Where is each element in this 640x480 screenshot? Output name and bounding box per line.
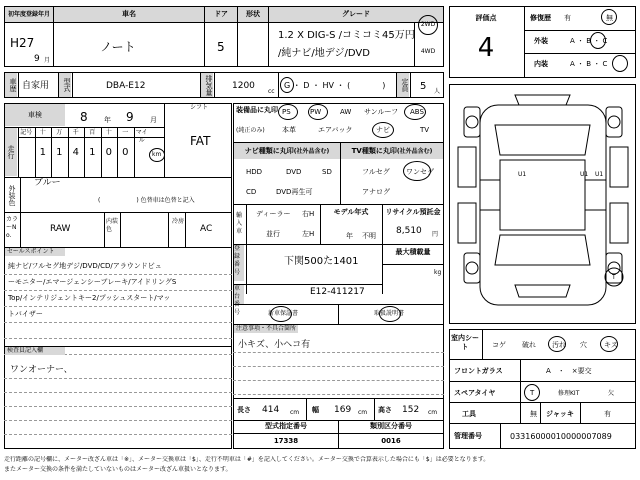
first-reg-month: 9 xyxy=(34,54,40,64)
jack-label: ジャッキ xyxy=(546,410,574,418)
interior-sheet-label: 室内シート xyxy=(451,334,479,351)
notes-text: 小キズ、小ヘコ有 xyxy=(238,340,311,350)
mileage-digit-label: 百 xyxy=(89,129,96,136)
car-name: ノート xyxy=(100,40,136,54)
equipment-item: サンルーフ xyxy=(364,108,399,116)
category-label: 類別区分番号 xyxy=(370,422,412,430)
inspection-tsuki: 月 xyxy=(150,116,157,124)
diagram-spare-t: T xyxy=(612,274,616,281)
car-name-header: 車名 xyxy=(54,7,204,22)
mileage-digit: 4 xyxy=(72,147,79,158)
people-unit: 人 xyxy=(434,88,441,95)
model-label: 型式 xyxy=(59,73,71,97)
spare-tire-label: スペアタイヤ xyxy=(454,389,496,397)
height-value: 152 xyxy=(402,405,420,415)
max-load-label: 最大積載量 xyxy=(395,248,431,256)
mileage-divider xyxy=(134,127,135,177)
mileage-digit-label: マイル xyxy=(135,129,148,144)
diagram-label-u1-c: U1 xyxy=(595,171,604,178)
equipment-item: ABS xyxy=(410,108,424,116)
first-reg-header: 初年度登録年月 xyxy=(5,7,53,22)
import-label: 輸入車 xyxy=(236,212,243,235)
model-value: DBA-E12 xyxy=(106,81,146,91)
usage-label: 車歴 xyxy=(5,73,17,97)
navi-item: DVD再生可 xyxy=(276,188,313,196)
jack-value: 有 xyxy=(604,410,611,418)
km-unit: km xyxy=(152,151,162,158)
equipment-item: AW xyxy=(340,108,352,116)
front-glass-value: A ・ ×要交 xyxy=(546,367,592,375)
sales-points-label: セールスポイント xyxy=(5,248,65,256)
color-label: 外装色 xyxy=(8,184,16,206)
model-year-unknown: 不明 xyxy=(362,232,376,240)
width-cm: cm xyxy=(358,409,368,416)
equipment-item: PW xyxy=(310,108,322,116)
navi-item: SD xyxy=(322,168,332,176)
interior-c-circle xyxy=(612,55,628,72)
navi-item: CD xyxy=(246,188,257,196)
capacity-value: 5 xyxy=(420,81,427,92)
repair-label: 修復歴 xyxy=(530,14,551,22)
length-label: 長さ xyxy=(237,406,251,414)
recycle-yen: 円 xyxy=(432,231,439,238)
sales-point-line: Top/インテリジェントキー2/プッシュスタート/マッ xyxy=(8,294,171,302)
mileage-digit-label: 十 xyxy=(105,129,112,136)
spare-tire-t: T xyxy=(530,389,535,397)
height-label: 高さ xyxy=(378,406,392,414)
footer-line-1: 走行距離の記号欄に、メーター改ざん車は「※」、メーター交換車は「$」、走行不明車は「#」を記入してください。メーター交換で合算表示した場合にも「$」は必要となります。 xyxy=(4,456,490,463)
height-cm: cm xyxy=(428,409,438,416)
recycle-label: リサイクル預託金 xyxy=(385,208,441,216)
management-value: 03316000010000007089 xyxy=(510,432,612,441)
equipment-label: 装備品に丸印 xyxy=(236,106,278,114)
ruled-line xyxy=(4,274,232,275)
ruled-line xyxy=(4,306,232,307)
interior-sheet-item: 汚れ xyxy=(552,341,566,349)
inspection-month: 9 xyxy=(126,110,134,124)
equipment-circle xyxy=(404,104,426,120)
chassis-label: 車台番号 xyxy=(234,285,244,305)
spare-tire-t-circle xyxy=(524,384,540,401)
import-left: 左H xyxy=(302,230,315,238)
equipment-item: 本革 xyxy=(282,126,296,134)
oneseg-circle xyxy=(403,161,431,181)
shift-label: シフト xyxy=(190,104,209,111)
shift-value: FAT xyxy=(190,134,211,148)
length-value: 414 xyxy=(262,405,280,415)
grade-line-2: /純ナビ/地デジ/DVD xyxy=(278,48,370,59)
mileage-digit-label: 記号 xyxy=(20,129,33,136)
inspector-text: ワンオーナー、 xyxy=(10,365,73,375)
equipment-item: PS xyxy=(282,108,291,116)
equipment-item: ナビ xyxy=(376,126,390,134)
interior-color-label: 内装色 xyxy=(106,218,119,233)
tools-value: 無 xyxy=(530,410,537,418)
ruled-line xyxy=(233,394,444,395)
footer-line-2: またメーター交換の条件を満たしていないものはメーター改ざん車扱いとなります。 xyxy=(4,466,232,473)
mileage-digit: 1 xyxy=(56,147,63,158)
type-designation-label: 型式指定番号 xyxy=(265,422,307,430)
spare-tire-missing: 欠 xyxy=(608,390,615,397)
ac-value: AC xyxy=(200,224,213,234)
interior-sheet-item: 破れ xyxy=(522,341,536,349)
chassis-value: E12-411217 xyxy=(310,287,365,297)
sheet-stain-circle xyxy=(548,336,566,352)
capacity-label: 定員 xyxy=(397,73,409,97)
displacement-label: 排気量 xyxy=(201,73,213,97)
management-label: 管理番号 xyxy=(454,432,482,440)
mileage-label: 走行 xyxy=(5,128,17,176)
exterior-grades: A ・ B ・ C xyxy=(570,37,608,45)
mileage-digit-label: 千 xyxy=(72,129,79,136)
width-label: 幅 xyxy=(312,406,319,414)
usage-value: 自家用 xyxy=(22,81,50,91)
car-diagram xyxy=(450,85,635,323)
notes-label: 注意事項・不具合箇所 xyxy=(236,325,297,332)
plate-label: 登録番号 xyxy=(234,245,244,281)
ruled-line xyxy=(4,290,232,291)
color-note: ( ) 色替車は色替と記入 xyxy=(98,197,195,204)
import-parallel: 並行 xyxy=(266,230,280,238)
drive-4wd: 4WD xyxy=(420,48,436,55)
manual: 取扱説明書 xyxy=(374,310,405,317)
model-year-label: モデル年式 xyxy=(333,208,369,216)
exterior-b-circle xyxy=(590,32,606,49)
navi-item: HDD xyxy=(246,168,263,176)
displacement-value: 1200 xyxy=(232,81,255,91)
color-no-value: RAW xyxy=(50,224,71,234)
tools-label: 工具 xyxy=(462,410,476,418)
mileage-digit-label: 一 xyxy=(122,129,129,136)
inspection-label: 車検 xyxy=(5,104,65,126)
diagram-label-u1-b: U1 xyxy=(580,171,589,178)
ruled-line xyxy=(233,380,444,381)
grade-header: グレード xyxy=(269,7,443,22)
cc-unit: cc xyxy=(268,88,275,95)
grade-line-1: 1.2 X DIG-S /コミコミ45万円 xyxy=(278,30,415,41)
ac-label: 冷房 xyxy=(172,218,185,225)
door-count: 5 xyxy=(217,40,225,54)
interior-sheet-item: キズ xyxy=(604,341,618,349)
ruled-line xyxy=(4,338,232,339)
navi-item: DVD xyxy=(286,168,302,176)
navi-label: ナビ種類に丸印(社外品含む) xyxy=(234,143,340,159)
repair-no: 無 xyxy=(606,14,613,22)
category-value: 0016 xyxy=(381,437,401,445)
front-glass-label: フロントガラス xyxy=(454,367,503,375)
interior-label: 内装 xyxy=(534,60,548,68)
tv-item: フルセグ xyxy=(362,168,390,176)
new-car-guarantee: 新車保証書 xyxy=(268,310,299,317)
equipment-circle xyxy=(308,104,328,120)
inspection-year: 8 xyxy=(80,110,88,124)
import-dealer: ディーラー xyxy=(256,210,291,218)
ruled-line xyxy=(4,420,232,421)
mileage-digit: 1 xyxy=(39,147,46,158)
mileage-digit: 0 xyxy=(122,147,129,158)
ruled-line xyxy=(233,366,444,367)
length-cm: cm xyxy=(290,409,300,416)
import-right: 右H xyxy=(302,210,315,218)
repair-yes: 有 xyxy=(564,14,571,22)
fuel-options: G ・ D ・ HV ・ ( ) xyxy=(284,81,386,90)
month-unit: 月 xyxy=(44,57,51,64)
model-year-unit: 年 xyxy=(346,232,353,240)
equipment-circle xyxy=(372,122,394,138)
mileage-digit-label: 万 xyxy=(56,129,63,136)
ruled-line xyxy=(233,352,444,353)
interior-sheet-item: コゲ xyxy=(492,341,506,349)
equipment-item: エアバック xyxy=(318,126,353,134)
color-no-label: カラーNo. xyxy=(6,216,19,239)
tv-label: TV種類に丸印(社外品含む) xyxy=(341,143,443,159)
score-label: 評価点 xyxy=(475,14,497,22)
mileage-digit: 0 xyxy=(105,147,112,158)
interior-sheet-item: 穴 xyxy=(580,341,587,349)
inspection-nen: 年 xyxy=(104,116,111,124)
ruled-line xyxy=(4,406,232,407)
exterior-label: 外装 xyxy=(534,37,548,45)
spare-tire-kit: 修理KIT xyxy=(558,390,580,397)
repair-no-circle xyxy=(601,9,617,25)
recycle-value: 8,510 xyxy=(396,226,422,236)
ruled-line xyxy=(4,434,232,435)
sales-point-line: ーモニター/エマージェンシーブレーキ/アイドリングS xyxy=(8,278,177,286)
mileage-digit-label: 十 xyxy=(39,129,46,136)
equipment-circle xyxy=(278,104,298,120)
width-value: 169 xyxy=(334,405,352,415)
inspector-label: 検査員記入欄 xyxy=(5,347,65,355)
ruled-line xyxy=(4,392,232,393)
interior-grades: A ・ B ・ C xyxy=(570,60,608,68)
max-load-kg: kg xyxy=(434,269,442,276)
ruled-line xyxy=(4,322,232,323)
type-designation-value: 17338 xyxy=(273,437,299,445)
sales-point-line: 純ナビ/フルセグ地デジ/DVD/CD/アラウンドビュ xyxy=(8,262,162,270)
sheet-scratch-circle xyxy=(600,336,618,352)
plate-value: 下関500た1401 xyxy=(284,256,359,267)
ruled-line xyxy=(4,378,232,379)
score-value: 4 xyxy=(477,33,495,63)
mileage-digit: 1 xyxy=(89,147,96,158)
equipment-item: TV xyxy=(420,126,430,134)
shape-header: 形状 xyxy=(238,7,268,22)
tv-item: ワンセグ xyxy=(406,168,434,176)
first-reg-year: H27 xyxy=(10,36,35,50)
equipment-sub: (純正のみ) xyxy=(236,127,265,134)
color-value: ブルー xyxy=(34,178,61,188)
sales-point-line: トバイザー xyxy=(8,310,43,318)
door-header: ドア xyxy=(205,7,237,22)
tv-item: アナログ xyxy=(362,188,390,196)
diagram-label-u1-a: U1 xyxy=(518,171,527,178)
drive-2wd: 2WD xyxy=(420,21,436,28)
